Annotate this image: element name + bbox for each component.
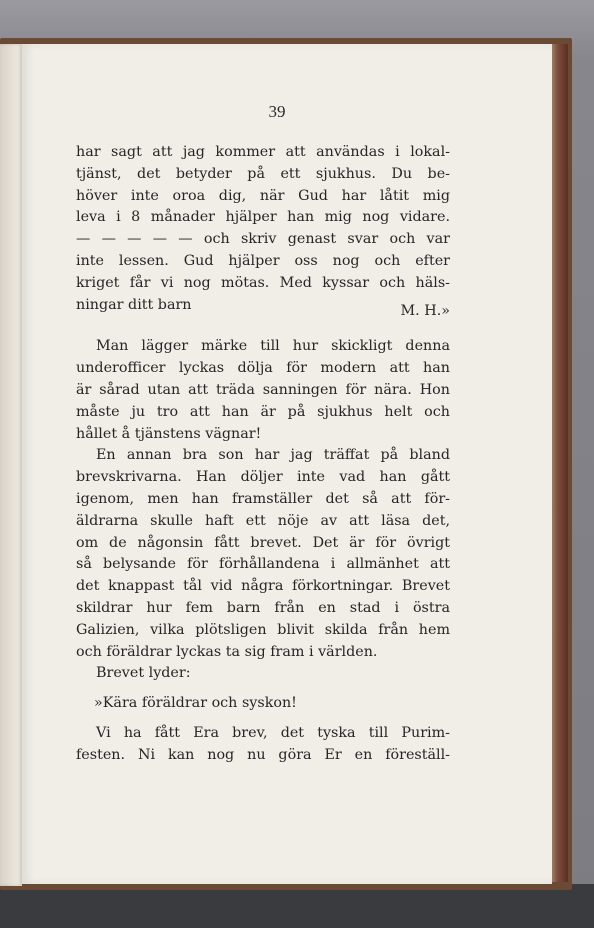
text-line: kriget får vi nog mötas. Med kyssar och häls- — [76, 274, 450, 291]
text-line: Man lägger märke till hur skickligt denna — [96, 338, 450, 355]
text-line: inte lessen. Gud hjälper oss nog och efter — [76, 252, 450, 269]
text-line: om de någonsin fått brevet. Det är för övrigt — [76, 534, 450, 551]
text-line: skildrar hur fem barn från en stad i östra — [76, 599, 450, 616]
text-line: Brevet lyder: — [96, 665, 191, 682]
facing-page-edge — [0, 44, 22, 886]
book-page — [22, 44, 552, 884]
text-line: höver inte oroa dig, när Gud har låtit mig — [76, 187, 450, 204]
page-number: 39 — [268, 102, 286, 121]
signature-line — [76, 295, 450, 323]
paragraph-gap — [76, 322, 450, 336]
paragraph — [76, 336, 450, 445]
signature: M. H.» — [400, 302, 450, 319]
text-line: Galizien, vilka plötsligen blivit skilda från hem — [76, 621, 450, 638]
text-line: tjänst, det betyder på ett sjukhus. Du be- — [76, 165, 450, 182]
text-line: festen. Ni kan nog nu göra Er en föreställ- — [76, 746, 450, 763]
text-line: och föräldrar lyckas ta sig fram i världen. — [76, 643, 378, 660]
text-line: Vi ha fått Era brev, det tyska till Purim- — [96, 724, 450, 741]
text-line: har sagt att jag kommer att användas i lokal- — [76, 144, 450, 160]
text-line: underofficer lyckas dölja för modern att han — [76, 360, 450, 377]
text-line: igenom, men han framställer det så att för- — [76, 490, 450, 507]
letter-greeting: »Kära föräldrar och syskon! — [94, 695, 297, 712]
text-line: måste ju tro att han är på sjukhus helt och — [76, 403, 450, 420]
text-line: är sårad utan att träda sanningen för nära. Hon — [76, 381, 450, 398]
text-line: så belysande för förhållandena i allmänhet att — [76, 556, 450, 573]
text-line: brevskrivarna. Han döljer inte vad han gått — [76, 469, 450, 486]
text-line: ningar ditt barn — [76, 296, 192, 313]
text-line: det knappast tål vid några förkortningar. Brevet — [76, 578, 450, 595]
text-line: hållet å tjänstens vägnar! — [76, 425, 262, 442]
text-line: — — — — — och skriv genast svar och var — [76, 231, 450, 248]
text-line: En annan bra son har jag träffat på bland — [96, 447, 450, 464]
letter-opening — [76, 693, 450, 766]
page-body — [76, 142, 450, 767]
letter-closing — [76, 142, 450, 322]
text-line: leva i 8 månader hjälper han mig nog vidare. — [76, 209, 450, 226]
scanner-bed-bottom — [0, 884, 594, 928]
text-line: äldrarna skulle haft ett nöje av att läsa det, — [76, 512, 450, 529]
paragraph-gap — [76, 685, 450, 693]
paragraph-gap — [76, 715, 450, 723]
paragraph — [76, 445, 450, 685]
